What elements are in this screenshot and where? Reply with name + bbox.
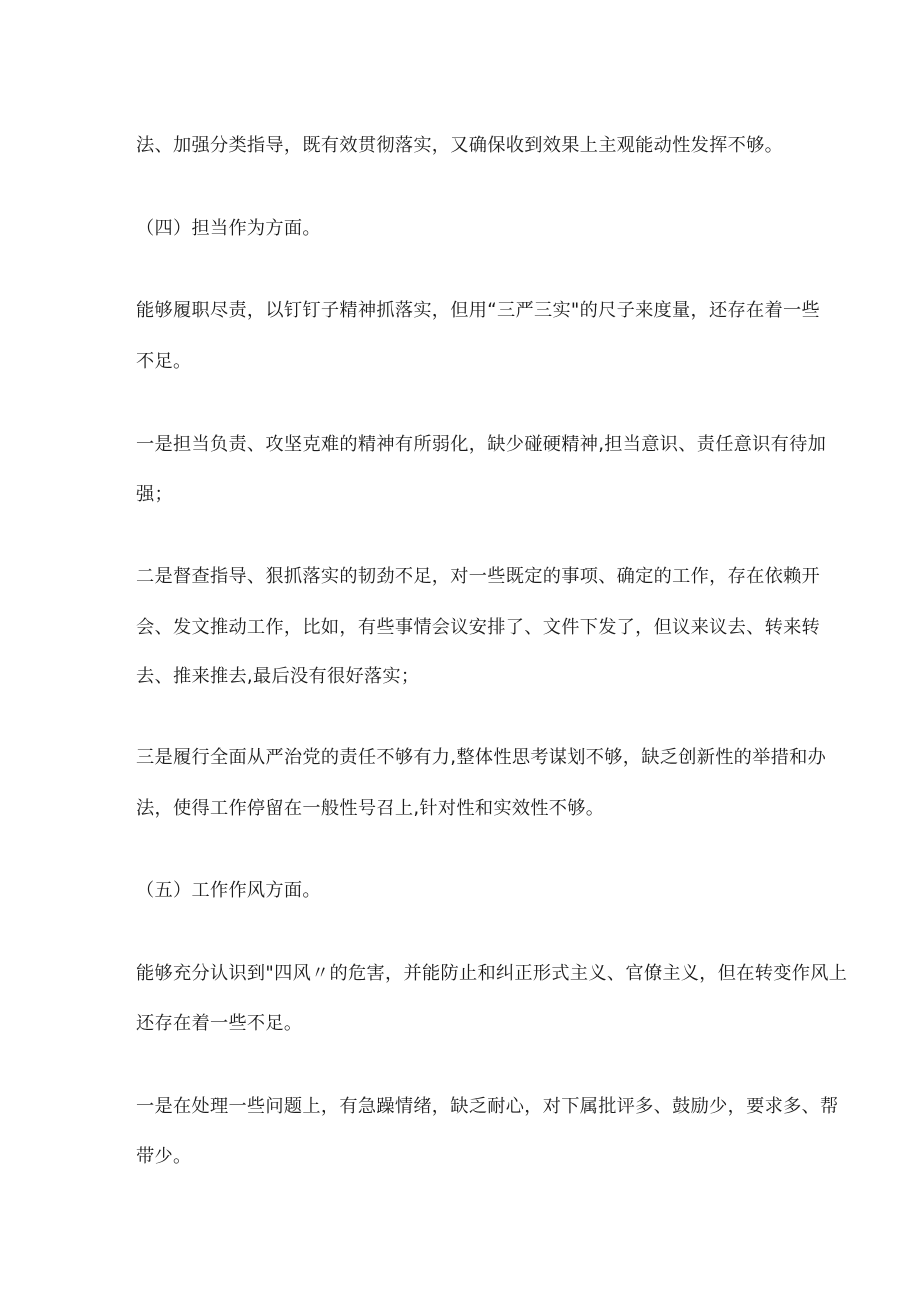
paragraph-line: 还存在着一些不足。 [136,1013,303,1034]
paragraph-line: 一是担当负责、攻坚克难的精神有所弱化，缺少碰硬精神,担当意识、责任意识有待加 [136,434,827,455]
section-heading-five: （五）工作作风方面。 [136,880,321,901]
paragraph-line: 带少。 [136,1146,192,1167]
paragraph-line: 一是在处理一些问题上，有急躁情绪，缺乏耐心，对下属批评多、鼓励少，要求多、帮 [136,1096,839,1117]
paragraph-line: 能够充分认识到"四风〃的危害，并能防止和纠正形式主义、官僚主义，但在转变作风上 [136,963,848,984]
paragraph-line: 强； [136,484,173,505]
paragraph-line: 去、推来推去,最后没有很好落实； [136,666,420,687]
paragraph-line: 不足。 [136,351,192,372]
paragraph-line: 能够履职尽责，以钉钉子精神抓落实，但用“三严三实"的尺子来度量，还存在着一些 [136,300,820,321]
paragraph-line: 二是督查指导、狠抓落实的韧劲不足，对一些既定的事项、确定的工作，存在依赖开 [136,566,821,587]
paragraph-line: 法，使得工作停留在一般性号召上,针对性和实效性不够。 [136,798,605,819]
paragraph-line: 三是履行全面从严治党的责任不够有力,整体性思考谋划不够，缺乏创新性的举措和办 [136,747,827,768]
section-heading-four: （四）担当作为方面。 [136,218,321,239]
paragraph-line: 法、加强分类指导，既有效贯彻落实，又确保收到效果上主观能动性发挥不够。 [136,135,784,156]
paragraph-line: 会、发文推动工作，比如，有些事情会议安排了、文件下发了，但议来议去、转来转 [136,617,821,638]
